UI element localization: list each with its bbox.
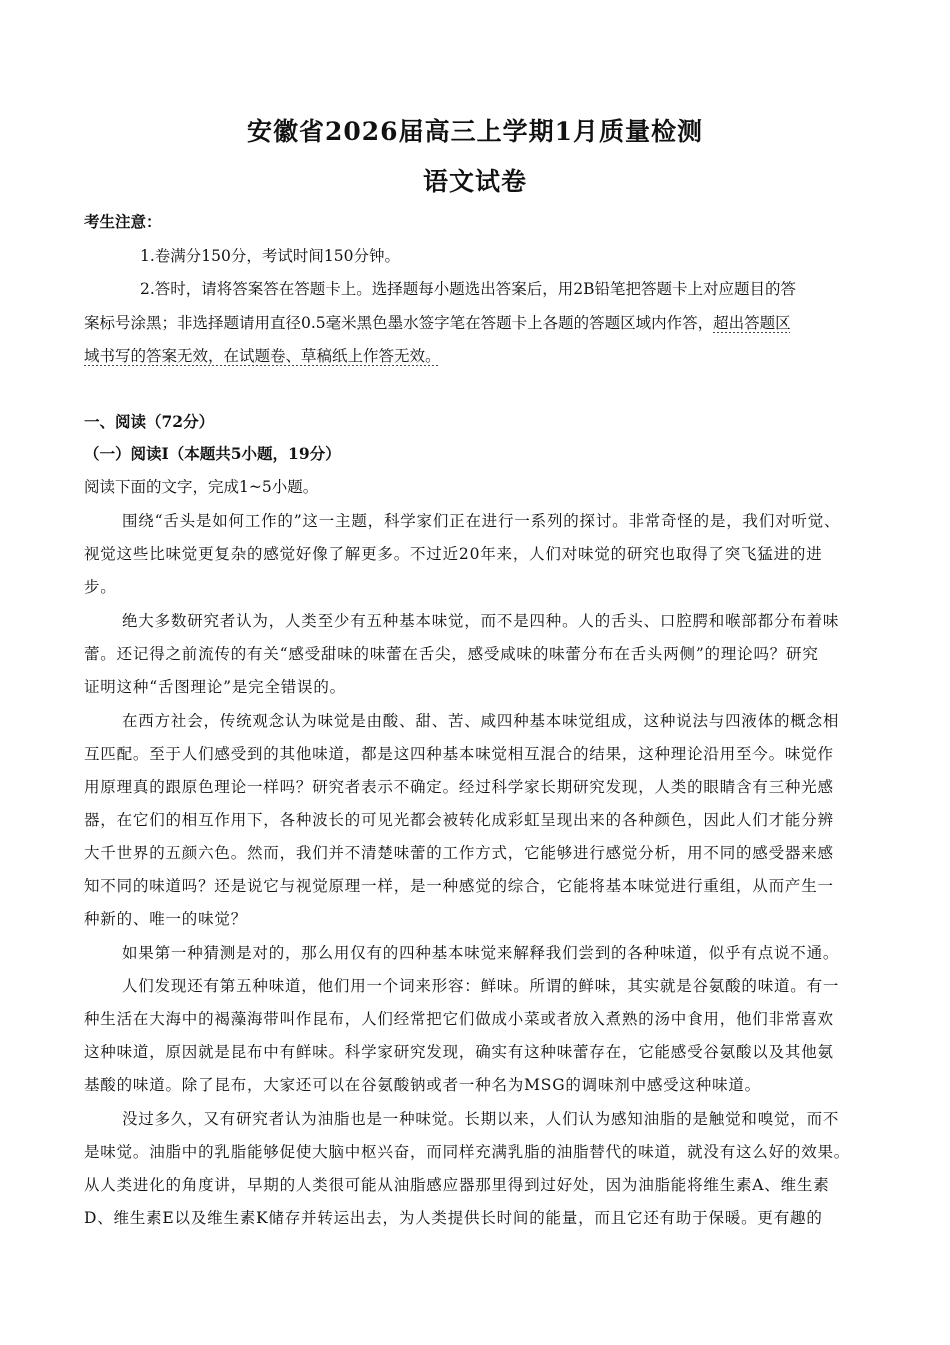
passage-line: 大千世界的五颜六色。然而，我们并不清楚味蕾的工作方式，它能够进行感觉分析，用不同的感受器来感 [84, 844, 834, 862]
passage-line: 蕾。还记得之前流传的有关“感受甜味的味蕾在舌尖，感受咸味的味蕾分布在舌头两侧”的理论吗？研究 [84, 645, 819, 663]
passage-line: 如果第一种猜测是对的，那么用仅有的四种基本味觉来解释我们尝到的各种味道，似乎有点说不通。 [122, 944, 840, 962]
passage-line: 用原理真的跟原色理论一样吗？研究者表示不确定。经过科学家长期研究发现，人类的眼睛含有三种光感 [84, 778, 834, 796]
passage-line: 视觉这些比味觉更复杂的感觉好像了解更多。不过近20年来，人们对味觉的研究也取得了突飞猛进的进 [84, 545, 823, 563]
passage-line: 基酸的味道。除了昆布，大家还可以在谷氨酸钠或者一种名为MSG的调味剂中感受这种味道。 [84, 1076, 761, 1094]
section-instruction: 阅读下面的文字，完成1~5小题。 [84, 478, 319, 496]
notice-item-2-emphasis: 超出答题区 [713, 314, 791, 332]
section-title: 一、阅读（72分） [84, 412, 215, 431]
exam-subtitle: 语文试卷 [422, 167, 527, 196]
passage-line: 互匹配。至于人们感受到的其他味道，都是这四种基本味觉相互混合的结果，这种理论沿用至今。味觉作 [84, 745, 834, 763]
notice-heading: 考生注意： [84, 212, 162, 231]
exam-title: 安徽省2026届高三上学期1月质量检测 [247, 117, 703, 146]
notice-item-2-line-3: 域书写的答案无效，在试题卷、草稿纸上作答无效。 [84, 347, 441, 365]
passage-line: 种生活在大海中的褐藻海带叫作昆布，人们经常把它们做成小菜或者放入煮熟的汤中食用，他们非常喜欢 [84, 1010, 834, 1028]
passage-line: 从人类进化的角度讲，早期的人类很可能从油脂感应器那里得到过好处，因为油脂能将维生素A、维生素 [84, 1176, 830, 1194]
passage-line: 这种味道，原因就是昆布中有鲜味。科学家研究发现，确实有这种味蕾存在，它能感受谷氨酸以及其他氨 [84, 1043, 834, 1061]
passage-line: 人们发现还有第五种味道，他们用一个词来形容：鲜味。所谓的鲜味，其实就是谷氨酸的味道。有一 [122, 977, 840, 995]
passage-line: 证明这种“舌图理论”是完全错误的。 [84, 678, 346, 696]
passage-line: 步。 [84, 578, 117, 596]
notice-item-2-line-1: 2.答时，请将答案答在答题卡上。选择题每小题选出答案后，用2B铅笔把答题卡上对应题目的答 [140, 280, 797, 298]
passage-line: 种新的、唯一的味觉？ [84, 910, 248, 928]
notice-item-1: 1.卷满分150分，考试时间150分钟。 [140, 247, 400, 265]
notice-item-2-line-2 [84, 313, 864, 333]
notice-item-2-plain: 案标号涂黑；非选择题请用直径0.5毫米黑色墨水签字笔在答题卡上各题的答题区域内作答， [84, 314, 714, 332]
passage-line: 绝大多数研究者认为，人类至少有五种基本味觉，而不是四种。人的舌头、口腔腭和喉部都分布着味 [122, 612, 840, 630]
passage-line: 器，在它们的相互作用下，各种波长的可见光都会被转化成彩虹呈现出来的各种颜色，因此人们才能分辨 [84, 811, 834, 829]
passage-line: 围绕“舌头是如何工作的”这一主题，科学家们正在进行一系列的探讨。非常奇怪的是，我们对听觉、 [122, 512, 841, 530]
section-subtitle: （一）阅读Ⅰ（本题共5小题，19分） [84, 444, 341, 463]
passage-line: D、维生素E以及维生素K储存并转运出去，为人类提供长时间的能量，而且它还有助于保暖。更有趣的 [84, 1209, 823, 1227]
passage-line: 在西方社会，传统观念认为味觉是由酸、甜、苦、咸四种基本味觉组成，这种说法与四液体的概念相 [122, 712, 840, 730]
passage-line: 知不同的味道吗？还是说它与视觉原理一样，是一种感觉的综合，它能将基本味觉进行重组，从而产生一 [84, 877, 834, 895]
passage-line: 是味觉。油脂中的乳脂能够促使大脑中枢兴奋，而同样充满乳脂的油脂替代的味道，就没有这么好的效果。 [84, 1143, 851, 1161]
passage-line: 没过多久，又有研究者认为油脂也是一种味觉。长期以来，人们认为感知油脂的是触觉和嗅觉，而不 [122, 1110, 840, 1128]
